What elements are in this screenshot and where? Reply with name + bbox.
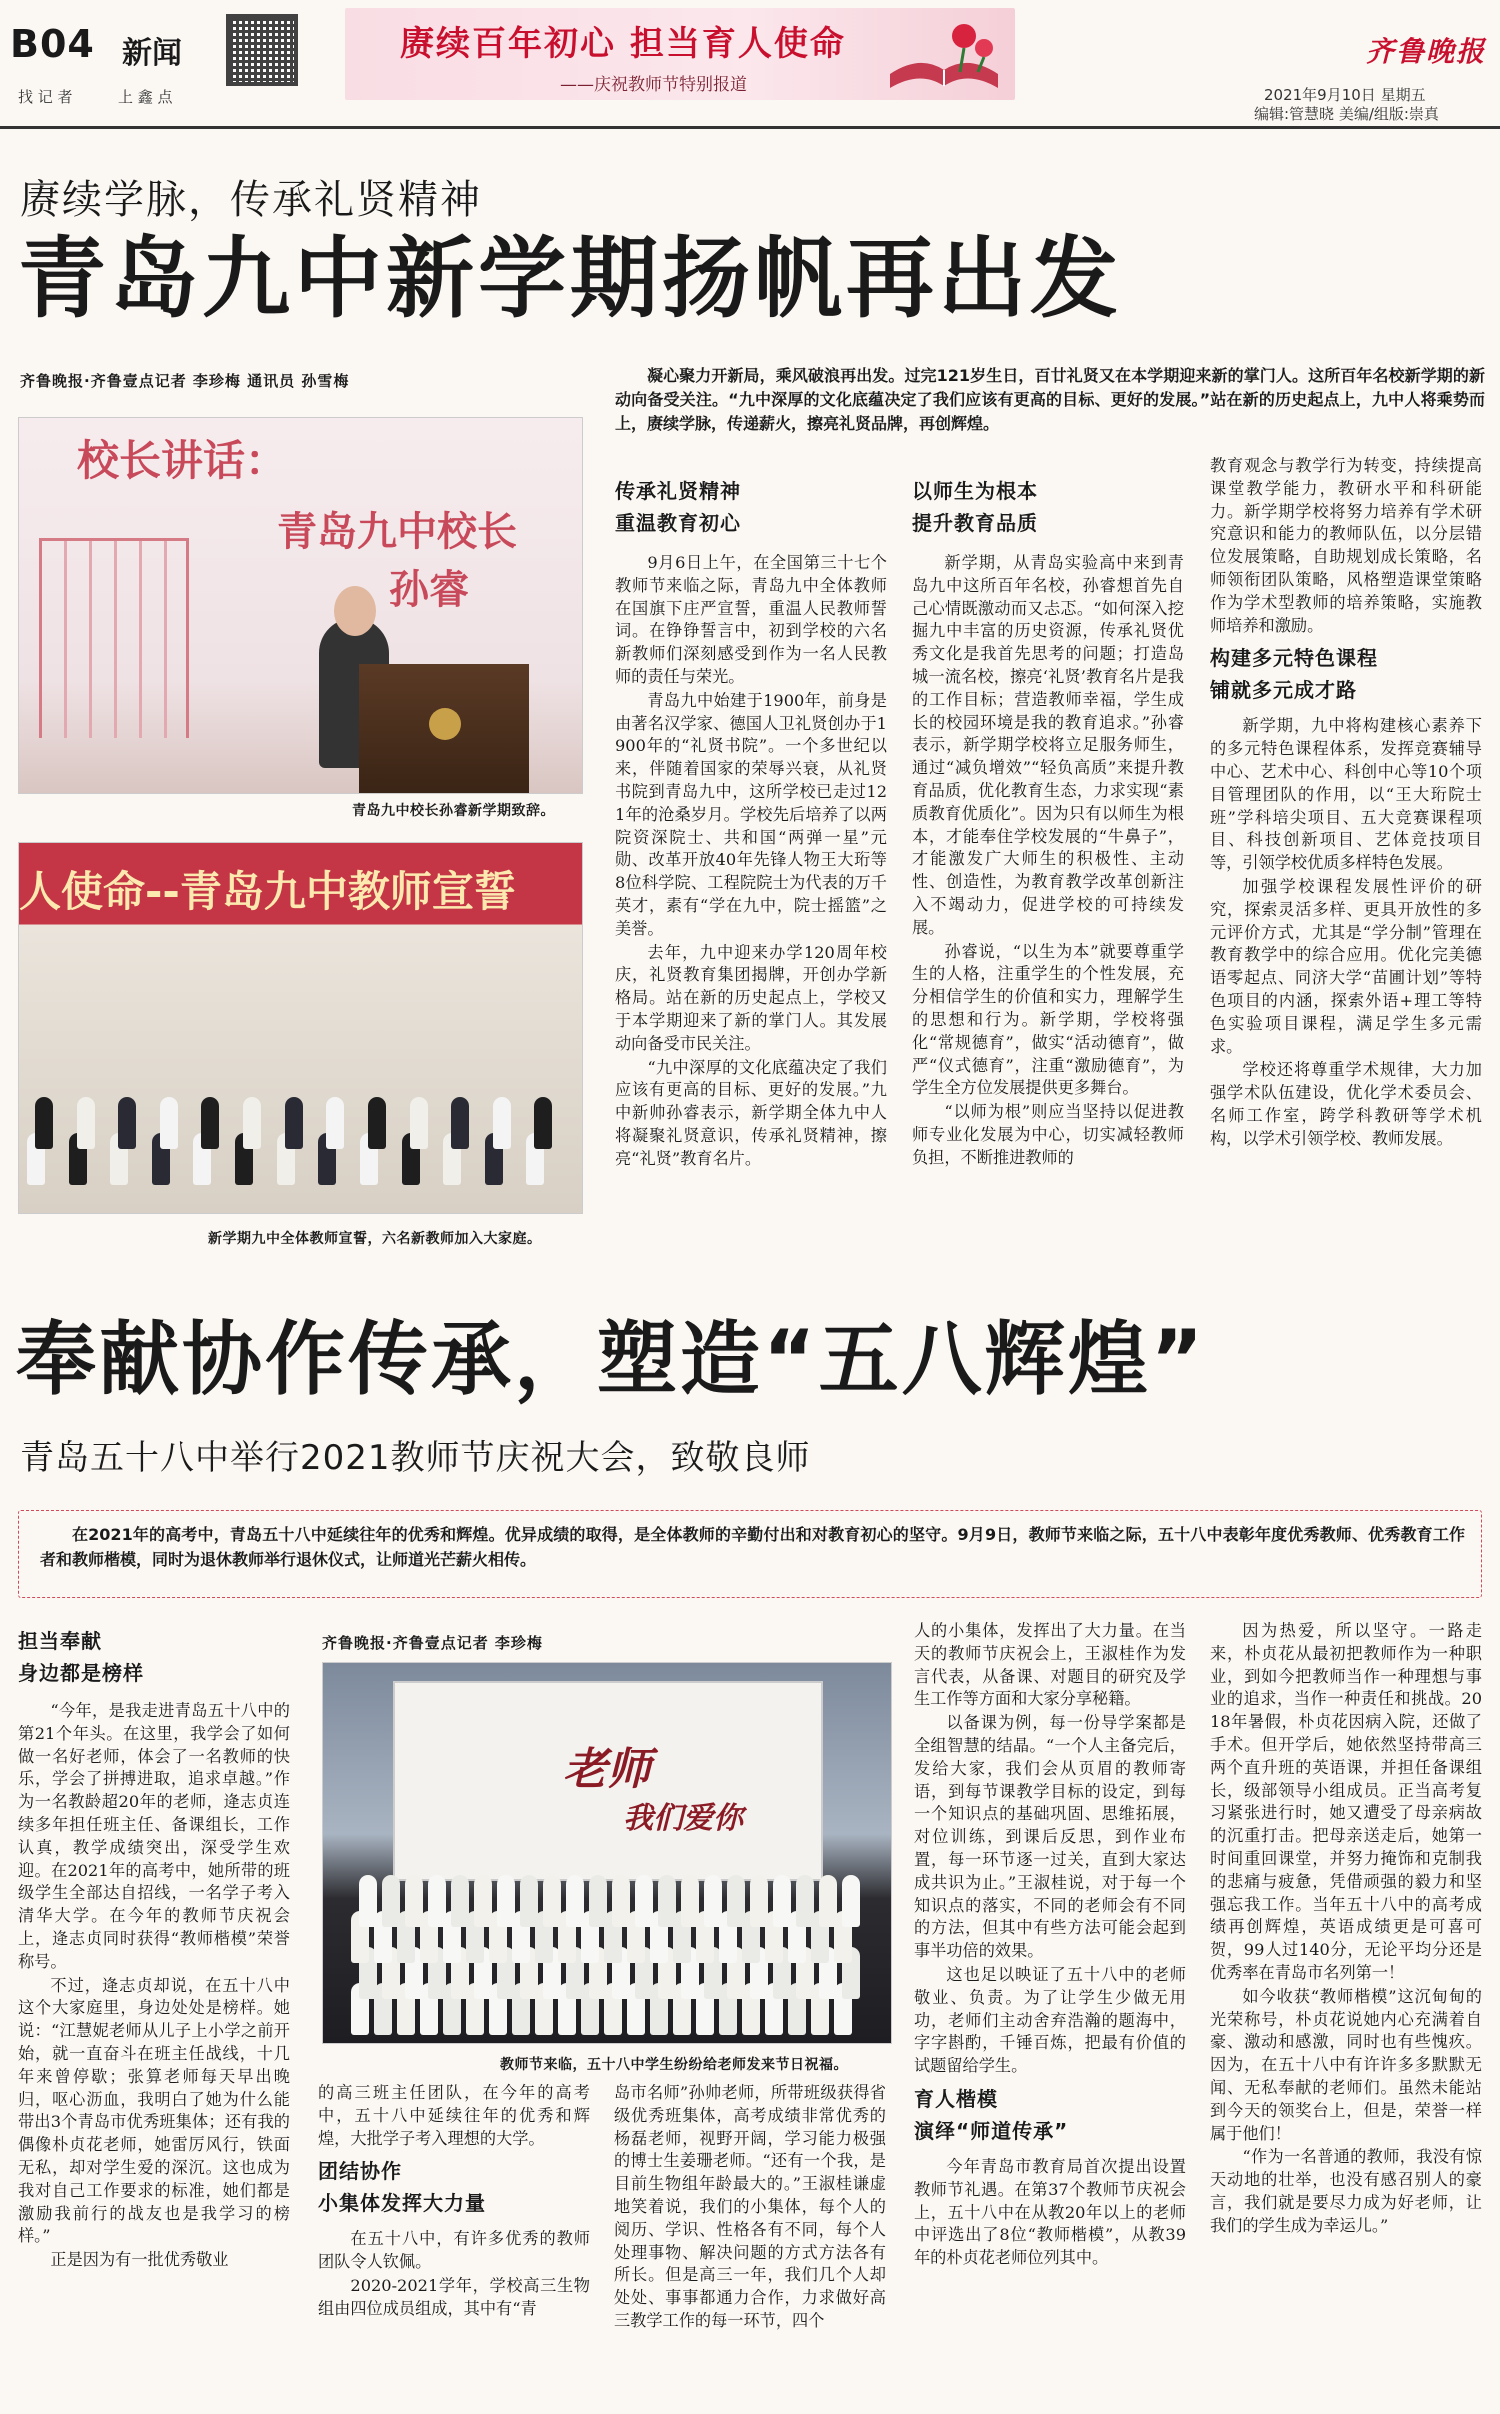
caption-principal: 青岛九中校长孙睿新学期致辞。 bbox=[352, 803, 555, 819]
page-number: B04 bbox=[10, 22, 95, 66]
celebration-photo bbox=[322, 1662, 892, 2044]
banner-subtitle: ——庆祝教师节特别报道 bbox=[560, 75, 747, 95]
photo-building bbox=[39, 538, 189, 738]
person-figure bbox=[493, 1097, 511, 1149]
story1-col3b-paragraphs bbox=[1210, 715, 1482, 1150]
story2-col3-paragraphs bbox=[614, 2082, 886, 2333]
person-figure bbox=[474, 1875, 492, 1927]
slogan-right: 上 鑫 点 bbox=[118, 88, 173, 106]
person-figure bbox=[750, 1875, 768, 1927]
story2-col2b-paragraphs bbox=[318, 2228, 590, 2320]
oath-banner-text: 人使命--青岛九中教师宣誓 bbox=[19, 867, 516, 916]
paragraph: 如今收获“教师楷模”这沉甸甸的光荣称号，朴贞花说她内心充满着自豪、激动和感激，同时也有些愧疚。因为，在五十八中有许许多多默默无闻、无私奉献的老师们。虽然未能站到今天的领奖台上，但是，荣誉一样属于他们！ bbox=[1210, 1986, 1482, 2143]
person-figure bbox=[566, 1875, 584, 1927]
paragraph: 青岛九中始建于1900年，前身是由著名汉学家、德国人卫礼贤创办于1900年的“礼贤书院”。一个多世纪以来，伴随着国家的荣辱兴衰，从礼贤书院到青岛九中，这所学校已走过121年的沧桑岁月。学校先后培养了以两院资深院士、共和国“两弹一星”元勋、改革开放40年先锋人物王大珩等8位科学院、工程院院士为代表的万千英才，素有“学在九中，院士摇篮”之美誉。 bbox=[615, 690, 887, 938]
person-figure bbox=[497, 1875, 515, 1927]
story2-column-5 bbox=[1210, 1620, 1482, 2400]
paragraph: 学校还将尊重学术规律，大力加强学术队伍建设，优化学术委员会、名师工作室，跨学科教研等学术机构，以学术引领学校、教师发展。 bbox=[1210, 1060, 1482, 1148]
flower-shape bbox=[952, 24, 976, 48]
story1-col3-head2: 铺就多元成才路 bbox=[1210, 678, 1357, 703]
person-figure bbox=[451, 1875, 469, 1927]
person-figure bbox=[359, 1875, 377, 1927]
person-figure bbox=[368, 1097, 386, 1149]
person-figure bbox=[35, 1097, 53, 1149]
story1-byline: 齐鲁晚报·齐鲁壹点记者 李珍梅 通讯员 孙雪梅 bbox=[20, 372, 350, 390]
story2-col4-head2: 演绎“师道传承” bbox=[914, 2118, 1069, 2143]
person-figure bbox=[773, 1875, 791, 1927]
person-figure bbox=[612, 1875, 630, 1927]
caption-oath: 新学期九中全体教师宣誓，六名新教师加入大家庭。 bbox=[208, 1231, 542, 1247]
paragraph: 加强学校课程发展性评价的研究，探索灵活多样、更具开放性的多元评价方式，尤其是“学分制”管理在教育教学中的综合应用。优化完美德语零起点、同济大学“苗圃计划”等特色项目的内涵，探索外语+理工等特色实验项目课程，满足学生多元需求。 bbox=[1210, 876, 1482, 1056]
story1-col2-head2: 提升教育品质 bbox=[912, 511, 1038, 535]
person-figure bbox=[543, 1875, 561, 1927]
person-figure bbox=[160, 1097, 178, 1149]
story2-headline: 奉献协作传承，塑造“五八辉煌” bbox=[16, 1313, 1207, 1406]
paragraph: “九中深厚的文化底蕴决定了我们应该有更高的目标、更好的发展。”九中新帅孙睿表示，新学期全体九中人将凝聚礼贤意识，传承礼贤精神，擦亮“礼贤”教育名片。 bbox=[615, 1057, 887, 1168]
person-figure bbox=[77, 1097, 95, 1149]
person-figure bbox=[243, 1097, 261, 1149]
person-figure bbox=[326, 1097, 344, 1149]
photo-person-head bbox=[334, 586, 376, 636]
person-figure bbox=[201, 1097, 219, 1149]
story1-col1-head2: 重温教育初心 bbox=[615, 511, 741, 535]
story1-col2-paragraphs bbox=[912, 552, 1184, 1170]
story2-col2-head1: 团结协作 bbox=[318, 2159, 402, 2184]
story2-lead: 在2021年的高考中，青岛五十八中延续往年的优秀和辉煌。优异成绩的取得，是全体教师的辛勤付出和对教育初心的坚守。9月9日，教师节来临之际，五十八中表彰年度优秀教师、优秀教育工作者和教师楷模，同时为退休教师举行退休仪式，让师道光芒薪火相传。 bbox=[40, 1525, 1465, 1569]
person-figure bbox=[534, 1097, 552, 1149]
person-figure bbox=[451, 1097, 469, 1149]
story2-col2-head2: 小集体发挥大力量 bbox=[318, 2191, 486, 2216]
book-flower-icon bbox=[880, 12, 1010, 96]
person-figure bbox=[727, 1875, 745, 1927]
caption-celebration: 教师节来临，五十八中学生纷纷给老师发来节日祝福。 bbox=[500, 2057, 848, 2073]
paragraph: 岛市名师”孙帅老师，所带班级获得省级优秀班集体，高考成绩非常优秀的杨磊老师，视野开阔，学习能力极强的博士生姜珊老师。“还有一个我，是目前生物组年龄最大的。”王淑桂谦虚地笑着说，我们的小集体，每个人的阅历、学识、性格各有不同，每个人处理事物、解决问题的方式方法各有所长。但是高三一年，我们几个人却处处、事事都通力合作，力求做好高三教学工作的每一环节，四个 bbox=[614, 2083, 886, 2330]
oath-people bbox=[19, 993, 583, 1193]
header-rule bbox=[0, 126, 1500, 129]
issue-date: 2021年9月10日 星期五 bbox=[1264, 86, 1426, 104]
story2-col2-paragraphs bbox=[318, 2082, 590, 2150]
person-figure bbox=[285, 1097, 303, 1149]
story2-column-1 bbox=[18, 1620, 290, 2400]
paragraph: 新学期，九中将构建核心素养下的多元特色课程体系，发挥竞赛辅导中心、艺术中心、科创中心等10个项目管理团队的作用，以“王大珩院士班”学科培尖项目、五大竞赛课程项目、科技创新项目、艺体竞技项目等，引领学校优质多样特色发展。 bbox=[1210, 716, 1482, 873]
story1-col3-head1: 构建多元特色课程 bbox=[1210, 646, 1378, 671]
story1-column-2 bbox=[912, 470, 1184, 1260]
person-figure bbox=[819, 1875, 837, 1927]
paragraph: 以备课为例，每一份导学案都是全组智慧的结晶。“一个人主备完后，发给大家，我们会从页眉的教师寄语，到每节课教学目标的设定，到每一个知识点的基础巩固、思维拓展，对位训练，到课后反思，到作业布置，每一环节逐一过关，直到大家达成共识为止。”王淑桂说，对于每一个知识点的落实，不同的老师会有不同的方法，但其中有些方法可能会起到事半功倍的效果。 bbox=[914, 1713, 1186, 1961]
paragraph: 2020-2021学年，学校高三生物组由四位成员组成，其中有“青 bbox=[318, 2275, 590, 2318]
story2-col1-head2: 身边都是榜样 bbox=[18, 1661, 144, 1685]
person-figure bbox=[382, 1875, 400, 1927]
story1-col3-paragraphs bbox=[1210, 455, 1482, 637]
story2-column-3 bbox=[614, 2082, 886, 2402]
person-figure bbox=[704, 1875, 722, 1927]
paragraph: 9月6日上午，在全国第三十七个教师节来临之际，青岛九中全体教师在国旗下庄严宣誓，重温人民教师誓词。在铮铮誓言中，初到学校的六名新教师们深刻感受到作为一名人民教师的责任与荣光。 bbox=[615, 553, 887, 686]
photo-screen-text-2: 青岛九中校长 bbox=[277, 509, 517, 555]
story2-col1-paragraphs bbox=[18, 1700, 290, 2272]
section-name: 新闻 bbox=[122, 36, 182, 71]
person-figure bbox=[842, 1875, 860, 1927]
principal-speech-photo bbox=[18, 417, 583, 794]
story2-col4-paragraphs bbox=[914, 1620, 1186, 2078]
person-figure bbox=[589, 1875, 607, 1927]
person-figure bbox=[635, 1875, 653, 1927]
paragraph: 在五十八中，有许多优秀的教师团队令人钦佩。 bbox=[318, 2229, 590, 2272]
story1-column-3 bbox=[1210, 455, 1482, 1260]
story1-col2-head1: 以师生为根本 bbox=[912, 479, 1038, 503]
person-figure bbox=[410, 1097, 428, 1149]
story1-headline: 青岛九中新学期扬帆再出发 bbox=[18, 227, 1123, 330]
paragraph: 这也足以映证了五十八中的老师敬业、负责。为了让学生少做无用功，老师们主动舍弃浩瀚的题海中，字字斟酌，千锤百炼，把最有价值的试题留给学生。 bbox=[914, 1964, 1186, 2076]
person-figure bbox=[118, 1097, 136, 1149]
choir-students bbox=[343, 1883, 873, 2043]
paragraph: 因为热爱，所以坚守。一路走来，朴贞花从最初把教师作为一种职业，到如今把教师当作一种理想与事业的追求，当作一种责任和挑战。2018年暑假，朴贞花因病入院，还做了手术。但开学后，她依然坚持带高三两个直升班的英语课，并担任备课组长，级部领导小组成员。正当高考复习紧张进行时，她又遭受了母亲病故的沉重打击。把母亲送走后，她第一时间重回课堂，并努力掩饰和克制我的悲痛与疲惫，凭借顽强的毅力和坚强忘我工作。当年五十八中的高考成绩再创辉煌，英语成绩更是可喜可贺，99人过140分，无论平均分还是优秀率在青岛市名列第一！ bbox=[1210, 1621, 1482, 1982]
paragraph: 今年青岛市教育局首次提出设置教师节礼遇。在第37个教师节庆祝会上，五十八中在从教20年以上的老师中评选出了8位“教师楷模”，从教39年的朴贞花老师位列其中。 bbox=[914, 2156, 1186, 2268]
screen-text-love: 我们爱你 bbox=[623, 1801, 743, 1836]
banner-title: 赓续百年初心 担当育人使命 bbox=[400, 24, 846, 64]
story2-column-4 bbox=[914, 1620, 1186, 2400]
photo-screen-text-3: 孙睿 bbox=[389, 567, 469, 613]
teachers-oath-photo bbox=[18, 842, 583, 1214]
slogan-left: 找 记 者 bbox=[18, 88, 73, 106]
story2-col5-paragraphs bbox=[1210, 1620, 1482, 2238]
paragraph: 正是因为有一批优秀敬业 bbox=[50, 2250, 229, 2270]
paragraph: “以师为根”则应当坚持以促进教师专业化发展为中心，切实减轻教师负担，不断推进教师的 bbox=[912, 1102, 1184, 1167]
story2-subhead: 青岛五十八中举行2021教师节庆祝大会，致敬良师 bbox=[20, 1438, 811, 1478]
person-figure bbox=[405, 1875, 423, 1927]
paragraph: 不过，逄志贞却说，在五十八中这个大家庭里，身边处处是榜样。她说：“江慧妮老师从儿子上小学之前开始，就一直奋斗在班主任战线，十几年来曾停歇；张算老师每天早出晚归，呕心沥血，我明白了她为什么能带出3个青岛市优秀班集体；还有我的偶像朴贞花老师，她雷厉风行，铁面无私，却对学生爱的深沉。这也成为我对自己工作要求的标准，她们都是激励我前行的战友也是我学习的榜样。” bbox=[18, 1975, 290, 2246]
story2-col4b-paragraphs bbox=[914, 2156, 1186, 2270]
paragraph: 的高三班主任团队，在今年的高考中，五十八中延续往年的优秀和辉煌，大批学子考入理想的大学。 bbox=[318, 2083, 590, 2148]
paragraph: 去年，九中迎来办学120周年校庆，礼贤教育集团揭牌，开创办学新格局。站在新的历史起点上，学校又于本学期迎来了新的掌门人。其发展动向备受市民关注。 bbox=[615, 942, 887, 1053]
paragraph: 人的小集体，发挥出了大力量。在当天的教师节庆祝会上，王淑桂作为发言代表，从备课、对题目的研究及学生工作等方面和大家分享秘籍。 bbox=[914, 1621, 1186, 1709]
story1-column-1 bbox=[615, 470, 887, 1260]
person-figure bbox=[658, 1875, 676, 1927]
story1-kicker: 赓续学脉，传承礼贤精神 bbox=[20, 177, 482, 223]
story1-lead: 凝心聚力开新局，乘风破浪再出发。过完121岁生日，百廿礼贤又在本学期迎来新的掌门人。这所百年名校新学期的新动向备受关注。“九中深厚的文化底蕴决定了我们应该有更高的目标、更好的发展。”站在新的历史起点上，九中人将乘势而上，赓续学脉，传递薪火，擦亮礼贤品牌，再创辉煌。 bbox=[615, 366, 1485, 433]
photo-podium-emblem bbox=[429, 708, 461, 740]
paragraph: 孙睿说，“以生为本”就要尊重学生的人格，注重学生的个性发展，充分相信学生的价值和实力，理解学生的思想和行为。新学期，学校将强化“常规德育”，做实“活动德育”，做严“仪式德育”，注重“激励德育”，为学生全方位发展提供更多舞台。 bbox=[912, 941, 1184, 1098]
paragraph: 新学期，从青岛实验高中来到青岛九中这所百年名校，孙睿想首先自己心情既激动而又忐忑。“如何深入挖掘九中丰富的历史资源，传承礼贤优秀文化是我首先思考的问题；打造岛城一流名校，擦亮‘礼贤’教育名片是我的工作目标；营造教师幸福，学生成长的校园环境是我的教育追求。”孙睿表示，新学期学校将立足服务师生，通过“减负增效”“轻负高质”来提升教育品质，优化教育生态，力求实现“素质教育优质化”。因为只有以师生为根本，才能奉住学校发展的“牛鼻子”，才能激发广大师生的积极性、主动性、创造性，为教育教学改革创新注入不竭动力，促进学校的可持续发展。 bbox=[912, 553, 1184, 937]
screen-text-teacher: 老师 bbox=[563, 1744, 651, 1795]
person-figure bbox=[796, 1875, 814, 1927]
story1-col1-head1: 传承礼贤精神 bbox=[615, 479, 741, 503]
story2-col1-head1: 担当奉献 bbox=[18, 1629, 102, 1653]
person-figure bbox=[520, 1875, 538, 1927]
paper-name: 齐鲁晚报 bbox=[1366, 35, 1487, 68]
person-figure bbox=[428, 1875, 446, 1927]
paragraph: “作为一名普通的教师，我没有惊天动地的壮举，也没有感召别人的豪言，我们就是要尽力成为好老师，让我们的学生成为幸运儿。” bbox=[1210, 2147, 1482, 2235]
story2-col4-head1: 育人楷模 bbox=[914, 2086, 998, 2111]
story2-byline: 齐鲁晚报·齐鲁壹点记者 李珍梅 bbox=[322, 1634, 543, 1652]
paragraph: “今年，是我走进青岛五十八中的第21个年头。在这里，我学会了如何做一名好老师，体会了一名教师的快乐，学会了拼搏进取，追求卓越。”作为一名教龄超20年的老师，逄志贞连续多年担任班主任、备课组长，工作认真，教学成绩突出，深受学生欢迎。在2021年的高考中，她所带的班级学生全部达自招线，一名学子考入清华大学。在今年的教师节庆祝会上，逄志贞同时获得“教师楷模”荣誉称号。 bbox=[18, 1701, 290, 1971]
person-figure bbox=[681, 1875, 699, 1927]
paragraph: 教育观念与教学行为转变，持续提高课堂教学能力，教研水平和科研能力。新学期学校将努力培养有学术研究意识和能力的教师队伍，以分层错位发展策略，自助规划成长策略，名师领衔团队策略，风格塑造课堂策略作为学术型教师的培养策略，实施教师培养和激励。 bbox=[1210, 456, 1482, 635]
story1-col1-paragraphs bbox=[615, 552, 887, 1171]
story2-column-2 bbox=[318, 2082, 590, 2402]
photo-screen-text-1: 校长讲话： bbox=[77, 436, 288, 485]
qr-code bbox=[226, 14, 298, 86]
editors: 编辑:管慧晓 美编/组版:崇真 bbox=[1254, 105, 1439, 123]
